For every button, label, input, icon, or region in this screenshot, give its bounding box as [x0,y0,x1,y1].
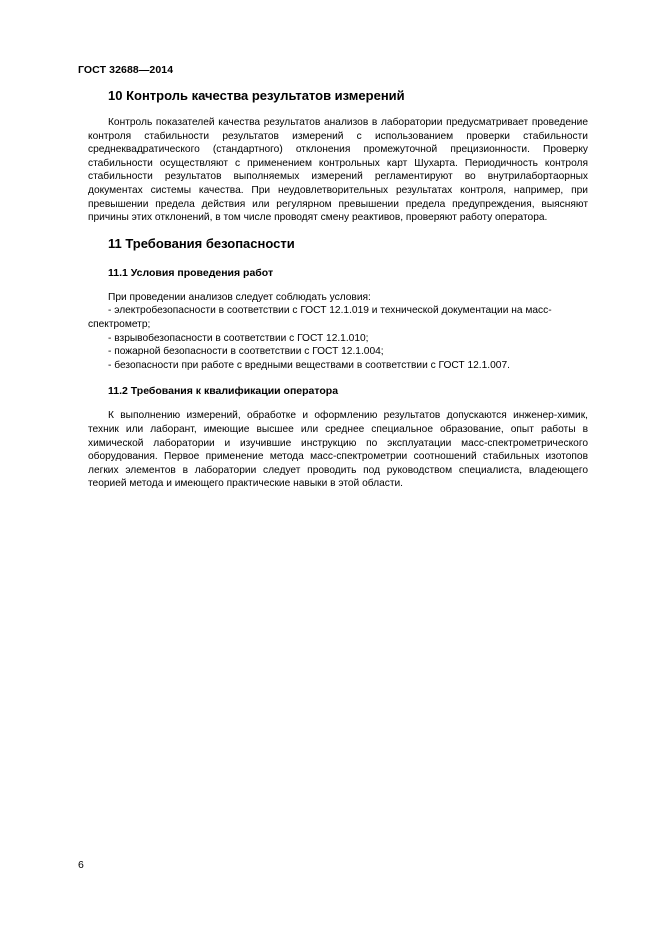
document-code: ГОСТ 32688—2014 [78,64,174,76]
page-number: 6 [78,859,84,871]
section-11-2-title: 11.2 Требования к квалификации оператора [108,385,339,398]
section-11-1-title: 11.1 Условия проведения работ [108,266,274,279]
page-content [88,87,588,491]
list-item: - безопасности при работе с вредными веществами в соответствии с ГОСТ 12.1.007. [108,359,510,371]
list-item: - пожарной безопасности в соответствии с ГОСТ 12.1.004; [108,346,384,358]
section-10-paragraph: Контроль показателей качества результатов анализов в лаборатории предусматривает проведение контроля стабильности результатов измерений с использованием проверки стабильности среднеквадратического (стандартного) отклонения промежуточной прецизионности. Проверку стабильности осуществляют с применением контрольных карт Шухарта. Периодичность контроля стабильности результатов выполняемых измерений регламентируют во внутрилабортаорных документах системы качества. При неудовлетворительных результатах контроля, например, при превышении предела действия или регулярном превышении предела предупреждения, выясняют причины этих отклонений, в том числе проводят смену реактивов, проверяют работу оператора. [88,117,588,224]
list-item: - электробезопасности в соответствии с ГОСТ 12.1.019 и технической документации на масс-спектрометр; [88,305,552,330]
section-11-title: 11 Требования безопасности [108,235,295,251]
list-item: - взрывобезопасности в соответствии с ГОСТ 12.1.010; [108,332,369,344]
conditions-list [88,304,588,372]
section-11-1-intro: При проведении анализов следует соблюдать условия: [108,291,371,303]
section-10-title: 10 Контроль качества результатов измерений [108,88,405,103]
section-11-2-paragraph: К выполнению измерений, обработке и оформлению результатов допускаются инженер-химик, техник или лаборант, имеющие высшее или среднее специальное образование, опыт работы в химической лаборатории и изучившие инструкцию по эксплуатации масс-спектрометрического оборудования. Первое применение метода масс-спектрометрии соотношений стабильных изотопов легких элементов в лаборатории следует проводить под руководством специалиста, владеющего теорией метода и имеющего практические навыки в этой области. [88,410,588,490]
